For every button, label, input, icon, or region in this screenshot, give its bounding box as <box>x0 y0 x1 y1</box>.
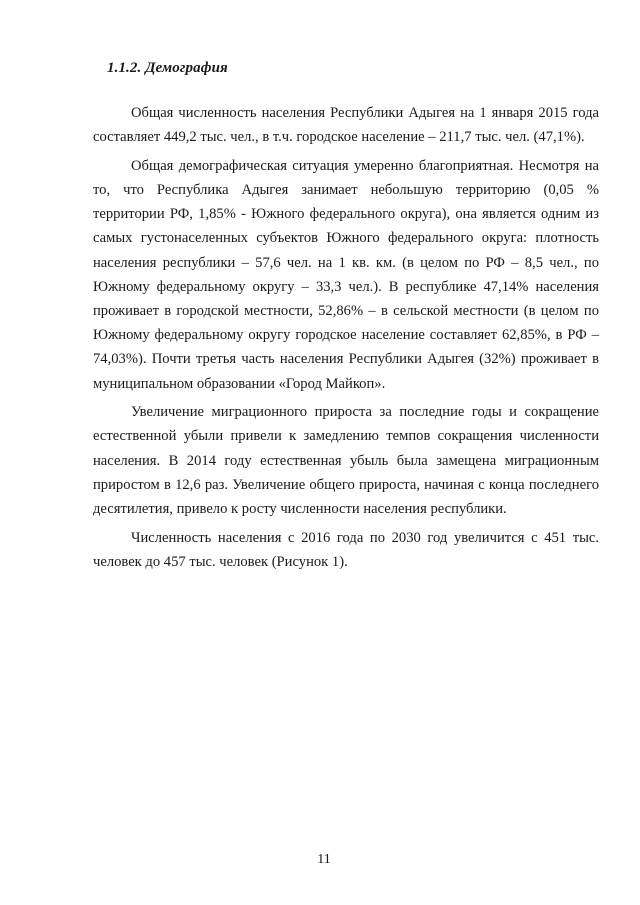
section-body <box>93 101 599 578</box>
paragraph-demographic-situation: Общая демографическая ситуация умеренно благоприятная. Несмотря на то, что Республика Адыгея занимает небольшую территорию (0,05 % территории РФ, 1,85% - Южного федерального округа), она является одним из самых густонаселенных субъектов Южного федерального округа: плотность населения республики – 57,6 чел. на 1 кв. км. (в целом по РФ – 8,5 чел., по Южному федеральному округу – 33,3 чел.). В республике 47,14% населения проживает в городской местности, 52,86% – в сельской местности (в целом по Южному федеральному округу городское население составляет 62,85%, в РФ – 74,03%). Почти третья часть населения Республики Адыгея (32%) проживает в муниципальном образовании «Город Майкоп». <box>93 157 599 392</box>
paragraph-migration-growth: Увеличение миграционного прироста за последние годы и сокращение естественной убыли привели к замедлению темпов сокращения численности населения. В 2014 году естественная убыль была замещена миграционным приростом в 12,6 раз. Увеличение общего прироста, начиная с конца последнего десятилетия, привело к росту численности населения республики. <box>93 404 599 518</box>
page-number: 11 <box>317 852 331 867</box>
paragraph-population-forecast: Численность населения с 2016 года по 2030 год увеличится с 451 тыс. человек до 457 тыс. человек (Рисунок 1). <box>93 529 599 570</box>
section-heading: 1.1.2. Демография <box>107 60 228 76</box>
paragraph-population-total: Общая численность населения Республики Адыгея на 1 января 2015 года составляет 449,2 тыс. чел., в т.ч. городское население – 211,7 тыс. чел. (47,1%). <box>93 105 599 146</box>
